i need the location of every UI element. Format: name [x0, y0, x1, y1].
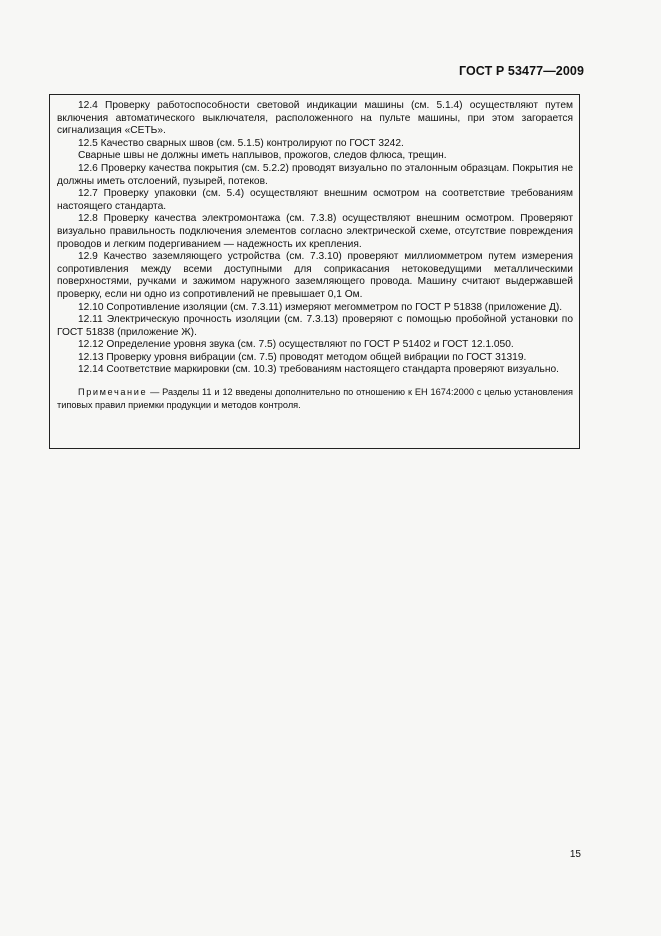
frame-content	[57, 100, 573, 422]
text-frame	[49, 94, 580, 449]
paragraph-12-8: 12.8 Проверку качества электромонтажа (см. 7.3.8) осуществляют внешним осмотром. Проверяют визуально правильность подключения элементов согласно электрической схеме, отсутствие повреждения проводов и легким подергиванием — надежность их крепления.	[57, 213, 573, 250]
paragraph-12-10: 12.10 Сопротивление изоляции (см. 7.3.11) измеряют мегомметром по ГОСТ Р 51838 (приложение Д).	[78, 301, 563, 313]
paragraph-12-12: 12.12 Определение уровня звука (см. 7.5) осуществляют по ГОСТ Р 51402 и ГОСТ 12.1.050.	[78, 339, 514, 351]
note-label: Примечание	[78, 387, 148, 398]
paragraph-12-6: 12.6 Проверку качества покрытия (см. 5.2.2) проводят визуально по эталонным образцам. Покрытия не должны иметь отслоений, пузырей, потеков.	[57, 162, 573, 187]
page-number: 15	[569, 849, 581, 860]
paragraph-12-11: 12.11 Электрическую прочность изоляции (см. 7.3.13) проверяют с помощью пробойной установки по ГОСТ 51838 (приложение Ж).	[57, 314, 573, 338]
paragraph-12-7: 12.7 Проверку упаковки (см. 5.4) осуществляют внешним осмотром на соответствие требованиям настоящего стандарта.	[57, 188, 573, 212]
note	[57, 386, 573, 413]
paragraph-12-5: 12.5 Качество сварных швов (см. 5.1.5) контролируют по ГОСТ 3242.	[78, 137, 404, 149]
note-text: — Разделы 11 и 12 введены дополнительно по отношению к ЕН 1674:2000 с целью установления типовых правил приемки продукции и методов контроля.	[57, 387, 573, 411]
paragraph-12-14: 12.14 Соответствие маркировки (см. 10.3) требованиям настоящего стандарта проверяют визуально.	[78, 364, 559, 376]
document-header: ГОСТ Р 53477—2009	[458, 64, 584, 78]
paragraph-12-9: 12.9 Качество заземляющего устройства (см. 7.3.10) проверяют миллиомметром путем измерения сопротивления между всеми доступными для соприкасания нетоковедущими металлическими поверхностями, ручками и зажимом наружного заземляющего провода. Машину считают выдержавшей проверку, если ни одно из сопротивлений не превышает 0,1 Ом.	[57, 251, 573, 300]
paragraph-welds: Сварные швы не должны иметь наплывов, прожогов, следов флюса, трещин.	[78, 150, 447, 162]
paragraph-12-13: 12.13 Проверку уровня вибрации (см. 7.5) проводят методом общей вибрации по ГОСТ 31319.	[78, 351, 527, 363]
paragraph-12-4: 12.4 Проверку работоспособности световой индикации машины (см. 5.1.4) осуществляют путем включения автоматического выключателя, расположенного на пульте машины, при этом загорается сигнализация «СЕТЬ».	[57, 100, 573, 137]
